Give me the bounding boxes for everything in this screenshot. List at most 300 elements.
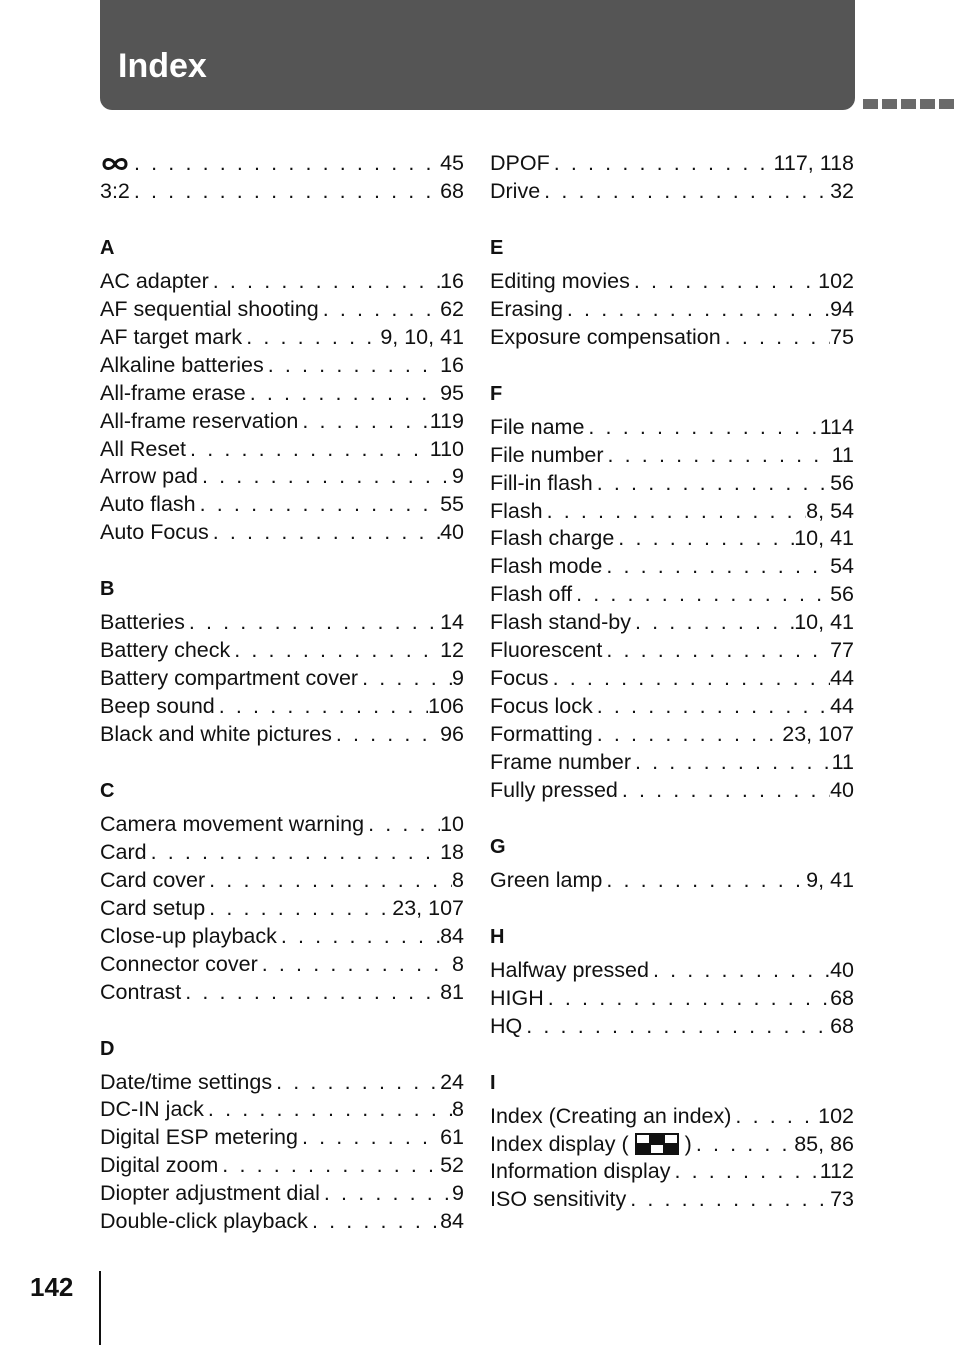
index-entry bbox=[100, 609, 464, 637]
index-entry bbox=[490, 721, 854, 749]
dot-leader bbox=[593, 470, 830, 498]
index-pages: 94 bbox=[830, 296, 854, 321]
index-pages: 55 bbox=[440, 492, 464, 517]
dot-leader bbox=[649, 957, 830, 985]
index-term-text: All Reset bbox=[100, 436, 187, 461]
index-term bbox=[100, 811, 364, 839]
index-entry bbox=[490, 324, 854, 352]
marker-square bbox=[863, 99, 878, 109]
index-term-text: Close-up playback bbox=[100, 923, 277, 948]
index-entry bbox=[490, 268, 854, 296]
dot-leader bbox=[332, 721, 440, 749]
index-pages: 75 bbox=[830, 324, 854, 349]
index-term-text: Beep sound bbox=[100, 694, 215, 719]
index-term bbox=[100, 951, 258, 979]
dot-leader bbox=[147, 839, 440, 867]
index-pages: 81 bbox=[440, 979, 464, 1004]
dot-leader bbox=[230, 637, 440, 665]
index-term-text: Flash charge bbox=[490, 526, 615, 551]
index-term-suffix: ) bbox=[684, 1131, 692, 1156]
index-term bbox=[490, 1186, 626, 1214]
index-term bbox=[100, 491, 196, 519]
index-group-top bbox=[490, 150, 854, 206]
index-display-icon bbox=[629, 1132, 685, 1156]
index-term-text: Fully pressed bbox=[490, 777, 618, 802]
index-term-text: Auto Focus bbox=[100, 520, 209, 545]
index-entry bbox=[100, 268, 464, 296]
index-pages: 56 bbox=[830, 470, 854, 495]
index-term bbox=[100, 519, 209, 547]
index-term bbox=[100, 178, 130, 206]
index-pages: 54 bbox=[830, 554, 854, 579]
index-group-h bbox=[490, 923, 854, 1041]
index-pages: 96 bbox=[440, 722, 464, 746]
index-term bbox=[100, 1152, 218, 1180]
index-term-text: DC-IN jack bbox=[100, 1097, 204, 1122]
index-entry bbox=[100, 519, 464, 547]
index-pages: 16 bbox=[440, 352, 464, 377]
dot-leader bbox=[185, 609, 440, 637]
index-pages: 84 bbox=[440, 923, 464, 948]
index-entry bbox=[100, 352, 464, 380]
index-entry bbox=[490, 442, 854, 470]
index-term bbox=[100, 296, 319, 324]
dot-leader bbox=[215, 693, 428, 721]
index-pages: 102 bbox=[818, 268, 854, 293]
dot-leader bbox=[670, 1158, 819, 1186]
dot-leader bbox=[614, 525, 794, 553]
index-term bbox=[490, 268, 630, 296]
index-pages: 112 bbox=[819, 1159, 854, 1184]
index-pages: 9, 41 bbox=[806, 867, 854, 892]
dot-leader bbox=[277, 923, 440, 951]
index-entry bbox=[100, 951, 464, 979]
index-pages: 9 bbox=[452, 464, 464, 489]
index-entry bbox=[490, 150, 854, 178]
index-entry bbox=[490, 525, 854, 553]
index-entry bbox=[100, 721, 464, 749]
index-term-text: Card setup bbox=[100, 895, 206, 920]
index-term-text: Auto flash bbox=[100, 492, 196, 517]
index-term-text: Fill-in flash bbox=[490, 470, 593, 495]
dot-leader bbox=[258, 951, 452, 979]
index-entry bbox=[100, 463, 464, 491]
dot-leader bbox=[130, 150, 440, 178]
index-pages: 12 bbox=[440, 638, 464, 663]
dot-leader bbox=[205, 895, 392, 923]
index-term-text: DPOF bbox=[490, 151, 550, 175]
index-pages: 61 bbox=[440, 1125, 464, 1150]
index-term-text: Diopter adjustment dial bbox=[100, 1181, 320, 1206]
index-entry bbox=[100, 1124, 464, 1152]
index-term bbox=[490, 470, 593, 498]
dot-leader bbox=[364, 811, 440, 839]
index-pages: 24 bbox=[440, 1069, 464, 1094]
dot-leader bbox=[572, 581, 830, 609]
index-column-left bbox=[100, 150, 464, 1264]
dot-leader bbox=[358, 665, 452, 693]
index-pages: 56 bbox=[830, 582, 854, 607]
index-term bbox=[100, 1208, 308, 1236]
index-group-c bbox=[100, 777, 464, 1007]
index-term bbox=[490, 777, 618, 805]
dot-leader bbox=[298, 408, 429, 436]
index-pages: 9 bbox=[452, 666, 464, 691]
index-entry bbox=[100, 693, 464, 721]
dot-leader bbox=[602, 553, 830, 581]
index-pages: 10, 41 bbox=[794, 526, 854, 551]
index-entry bbox=[490, 1131, 854, 1159]
dot-leader bbox=[631, 609, 794, 637]
dot-leader bbox=[593, 721, 783, 749]
index-term-text: AF target mark bbox=[100, 324, 243, 349]
index-pages: 8 bbox=[452, 951, 464, 976]
index-letter-heading: I bbox=[490, 1071, 496, 1094]
dot-leader bbox=[130, 178, 440, 206]
index-term-text: Battery check bbox=[100, 638, 231, 663]
index-term bbox=[100, 609, 185, 637]
index-pages: 106 bbox=[428, 694, 464, 719]
index-term bbox=[490, 1158, 670, 1186]
dot-leader bbox=[264, 352, 440, 380]
index-pages: 10 bbox=[440, 811, 464, 836]
index-term-text: HIGH bbox=[490, 985, 544, 1010]
index-pages: 110 bbox=[429, 436, 464, 461]
index-pages: 119 bbox=[429, 408, 464, 433]
index-term bbox=[100, 1124, 298, 1152]
index-term-text: File name bbox=[490, 414, 585, 439]
index-pages: 85, 86 bbox=[794, 1131, 854, 1156]
index-term bbox=[100, 895, 205, 923]
dot-leader bbox=[602, 867, 806, 895]
dot-leader bbox=[218, 1152, 440, 1180]
index-term-text: Battery compartment cover bbox=[100, 666, 359, 691]
dot-leader bbox=[209, 519, 440, 547]
index-pages: 52 bbox=[440, 1153, 464, 1178]
dot-leader bbox=[543, 498, 807, 526]
dot-leader bbox=[544, 985, 830, 1013]
index-entry bbox=[100, 637, 464, 665]
index-entry bbox=[100, 324, 464, 352]
index-term bbox=[490, 957, 649, 985]
index-term bbox=[100, 268, 209, 296]
index-pages: 45 bbox=[440, 151, 464, 175]
dot-leader bbox=[186, 436, 430, 464]
index-entry bbox=[100, 178, 464, 206]
index-term-text: AF sequential shooting bbox=[100, 296, 319, 321]
index-pages: 84 bbox=[440, 1209, 464, 1234]
index-term-text: Flash bbox=[490, 498, 543, 523]
dot-leader bbox=[563, 296, 830, 324]
index-pages: 14 bbox=[440, 610, 464, 635]
index-entry bbox=[100, 296, 464, 324]
index-entry bbox=[490, 553, 854, 581]
index-entry bbox=[100, 380, 464, 408]
index-entry bbox=[490, 581, 854, 609]
index-letter-heading: G bbox=[490, 835, 506, 858]
infinity-icon bbox=[100, 151, 130, 175]
dot-leader bbox=[593, 693, 830, 721]
index-pages: 18 bbox=[440, 839, 464, 864]
index-term-text: AC adapter bbox=[100, 268, 209, 293]
index-pages: 9 bbox=[452, 1181, 464, 1206]
index-pages: 11 bbox=[831, 442, 854, 467]
index-term bbox=[490, 498, 543, 526]
dot-leader bbox=[731, 1103, 818, 1131]
dot-leader bbox=[604, 442, 832, 470]
index-group-d bbox=[100, 1035, 464, 1237]
index-term-text: Digital ESP metering bbox=[100, 1125, 298, 1150]
index-term-text: Green lamp bbox=[490, 867, 603, 892]
index-entry bbox=[490, 957, 854, 985]
index-term-text: Card bbox=[100, 839, 147, 864]
dot-leader bbox=[308, 1208, 440, 1236]
index-pages: 95 bbox=[440, 380, 464, 405]
page-number: 142 bbox=[30, 1272, 74, 1302]
index-pages: 8, 54 bbox=[806, 498, 854, 523]
index-term bbox=[100, 150, 130, 178]
index-term bbox=[490, 721, 593, 749]
dot-leader bbox=[550, 150, 774, 178]
dot-leader bbox=[522, 1013, 830, 1041]
marker-square bbox=[882, 99, 897, 109]
index-term bbox=[490, 867, 602, 895]
marker-square bbox=[939, 99, 954, 109]
dot-leader bbox=[540, 178, 830, 206]
index-term bbox=[490, 150, 550, 178]
index-term-text: Exposure compensation bbox=[490, 324, 721, 349]
index-term bbox=[490, 1103, 731, 1131]
index-pages: 8 bbox=[452, 867, 464, 892]
index-term bbox=[100, 380, 246, 408]
dot-leader bbox=[209, 268, 440, 296]
index-term bbox=[100, 1096, 204, 1124]
index-term bbox=[490, 985, 544, 1013]
index-term bbox=[100, 1180, 320, 1208]
index-entry bbox=[100, 1069, 464, 1097]
index-term-text: ISO sensitivity bbox=[490, 1187, 627, 1212]
index-entry bbox=[490, 470, 854, 498]
index-term-text: All-frame reservation bbox=[100, 408, 299, 433]
index-pages: 44 bbox=[830, 666, 854, 691]
index-letter-heading: B bbox=[100, 578, 115, 601]
dot-leader bbox=[721, 324, 830, 352]
index-letter-heading: F bbox=[490, 382, 503, 405]
index-letter-heading: D bbox=[100, 1037, 115, 1060]
index-term bbox=[100, 867, 205, 895]
index-pages: 9, 10, 41 bbox=[380, 324, 464, 349]
index-term-text: Black and white pictures bbox=[100, 722, 332, 746]
index-pages: 114 bbox=[819, 414, 854, 439]
index-entry bbox=[490, 498, 854, 526]
index-entry bbox=[100, 665, 464, 693]
index-entry bbox=[100, 150, 464, 178]
index-entry bbox=[490, 414, 854, 442]
index-term-text: Fluorescent bbox=[490, 638, 603, 663]
dot-leader bbox=[320, 1180, 452, 1208]
page-number-rule bbox=[99, 1271, 101, 1345]
index-group-a bbox=[100, 234, 464, 547]
index-term-text: Index (Creating an index) bbox=[490, 1103, 732, 1128]
index-term-text: Drive bbox=[490, 178, 541, 203]
index-entry bbox=[490, 749, 854, 777]
index-entry bbox=[490, 867, 854, 895]
index-term-text: Frame number bbox=[490, 749, 631, 774]
index-entry bbox=[490, 985, 854, 1013]
index-term bbox=[490, 296, 563, 324]
index-entry bbox=[490, 296, 854, 324]
index-entry bbox=[100, 436, 464, 464]
index-term-text: Batteries bbox=[100, 610, 185, 635]
index-term bbox=[490, 442, 604, 470]
index-term-text: Connector cover bbox=[100, 951, 258, 976]
index-pages: 62 bbox=[440, 296, 464, 321]
index-term-text: Focus lock bbox=[490, 694, 593, 719]
index-term bbox=[490, 581, 572, 609]
dot-leader bbox=[630, 268, 818, 296]
index-term-text: Double-click playback bbox=[100, 1209, 308, 1234]
index-term bbox=[100, 463, 198, 491]
index-term-text: All-frame erase bbox=[100, 380, 246, 405]
index-pages: 10, 41 bbox=[794, 610, 854, 635]
header-bar bbox=[100, 0, 855, 110]
index-pages: 32 bbox=[830, 178, 854, 203]
index-term bbox=[490, 1131, 692, 1159]
index-pages: 40 bbox=[830, 777, 854, 802]
index-entry bbox=[490, 609, 854, 637]
index-entry bbox=[100, 867, 464, 895]
index-term bbox=[100, 1069, 272, 1097]
index-entry bbox=[490, 1103, 854, 1131]
index-term bbox=[490, 1013, 522, 1041]
index-term-text: Formatting bbox=[490, 722, 593, 746]
index-letter-heading: C bbox=[100, 779, 115, 802]
index-term-text: Camera movement warning bbox=[100, 811, 365, 836]
index-pages: 11 bbox=[831, 749, 854, 774]
index-group-g bbox=[490, 833, 854, 895]
index-entry bbox=[100, 839, 464, 867]
index-term-text: Erasing bbox=[490, 296, 563, 321]
index-entry bbox=[100, 811, 464, 839]
index-term-text: Editing movies bbox=[490, 268, 630, 293]
index-term bbox=[100, 436, 186, 464]
index-pages: 40 bbox=[830, 957, 854, 982]
index-term-text: Date/time settings bbox=[100, 1069, 273, 1094]
index-entry bbox=[490, 1186, 854, 1214]
index-group-f bbox=[490, 380, 854, 805]
index-term bbox=[100, 665, 358, 693]
index-term-text: Card cover bbox=[100, 867, 206, 892]
index-pages: 73 bbox=[830, 1187, 854, 1212]
index-pages: 102 bbox=[818, 1103, 854, 1128]
index-entry bbox=[100, 1096, 464, 1124]
index-group-i bbox=[490, 1069, 854, 1215]
index-pages: 68 bbox=[440, 178, 464, 203]
index-entry bbox=[100, 895, 464, 923]
index-entry bbox=[490, 1158, 854, 1186]
index-entry bbox=[490, 777, 854, 805]
index-term-text: Contrast bbox=[100, 979, 182, 1004]
index-term-text: Flash stand-by bbox=[490, 610, 632, 635]
index-term bbox=[490, 609, 631, 637]
dot-leader bbox=[181, 979, 440, 1007]
index-group-e bbox=[490, 234, 854, 352]
dot-leader bbox=[205, 867, 452, 895]
index-term bbox=[100, 693, 215, 721]
index-pages: 16 bbox=[440, 268, 464, 293]
index-term-text: 3:2 bbox=[100, 178, 130, 203]
dot-leader bbox=[246, 380, 440, 408]
index-group-top bbox=[100, 150, 464, 206]
index-term-text: Index display ( bbox=[490, 1131, 629, 1156]
dot-leader bbox=[626, 1186, 830, 1214]
index-term bbox=[490, 178, 540, 206]
index-letter-heading: E bbox=[490, 236, 504, 259]
index-pages: 117, 118 bbox=[773, 151, 854, 175]
index-entry bbox=[490, 665, 854, 693]
index-term-text: Halfway pressed bbox=[490, 957, 649, 982]
index-term-text: Digital zoom bbox=[100, 1153, 219, 1178]
index-letter-heading: A bbox=[100, 236, 115, 259]
index-term bbox=[490, 324, 721, 352]
index-entry bbox=[100, 1208, 464, 1236]
index-term-text: Alkaline batteries bbox=[100, 352, 264, 377]
dot-leader bbox=[602, 637, 830, 665]
dot-leader bbox=[319, 296, 440, 324]
index-term bbox=[490, 525, 614, 553]
index-term-text: File number bbox=[490, 442, 604, 467]
index-pages: 68 bbox=[830, 1013, 854, 1038]
index-term bbox=[490, 414, 584, 442]
dot-leader bbox=[584, 414, 819, 442]
index-term bbox=[100, 408, 298, 436]
index-group-b bbox=[100, 575, 464, 749]
index-term bbox=[490, 693, 593, 721]
index-entry bbox=[100, 408, 464, 436]
index-term bbox=[100, 637, 230, 665]
index-term-text: Flash mode bbox=[490, 554, 603, 579]
index-pages: 77 bbox=[830, 638, 854, 663]
index-entry bbox=[100, 1180, 464, 1208]
index-letter-heading: H bbox=[490, 925, 505, 948]
index-pages: 68 bbox=[830, 985, 854, 1010]
index-term-text: Arrow pad bbox=[100, 464, 198, 489]
dot-leader bbox=[631, 749, 832, 777]
index-entry bbox=[490, 1013, 854, 1041]
index-term bbox=[490, 637, 602, 665]
index-term-text: Information display bbox=[490, 1159, 671, 1184]
index-term-text: Focus bbox=[490, 666, 549, 691]
page-title: Index bbox=[118, 47, 207, 85]
index-term bbox=[100, 839, 147, 867]
index-pages: 23, 107 bbox=[782, 722, 854, 746]
index-term bbox=[100, 352, 264, 380]
index-term-text: Flash off bbox=[490, 582, 573, 607]
index-entry bbox=[490, 178, 854, 206]
dot-leader bbox=[549, 665, 831, 693]
dot-leader bbox=[272, 1069, 440, 1097]
index-term-text: HQ bbox=[490, 1013, 523, 1038]
dot-leader bbox=[692, 1131, 794, 1159]
dot-leader bbox=[198, 463, 452, 491]
index-column-right bbox=[490, 150, 854, 1242]
index-entry bbox=[100, 979, 464, 1007]
marker-square bbox=[920, 99, 935, 109]
index-term bbox=[100, 721, 332, 749]
index-entry bbox=[100, 491, 464, 519]
dot-leader bbox=[618, 777, 830, 805]
index-term bbox=[100, 324, 242, 352]
